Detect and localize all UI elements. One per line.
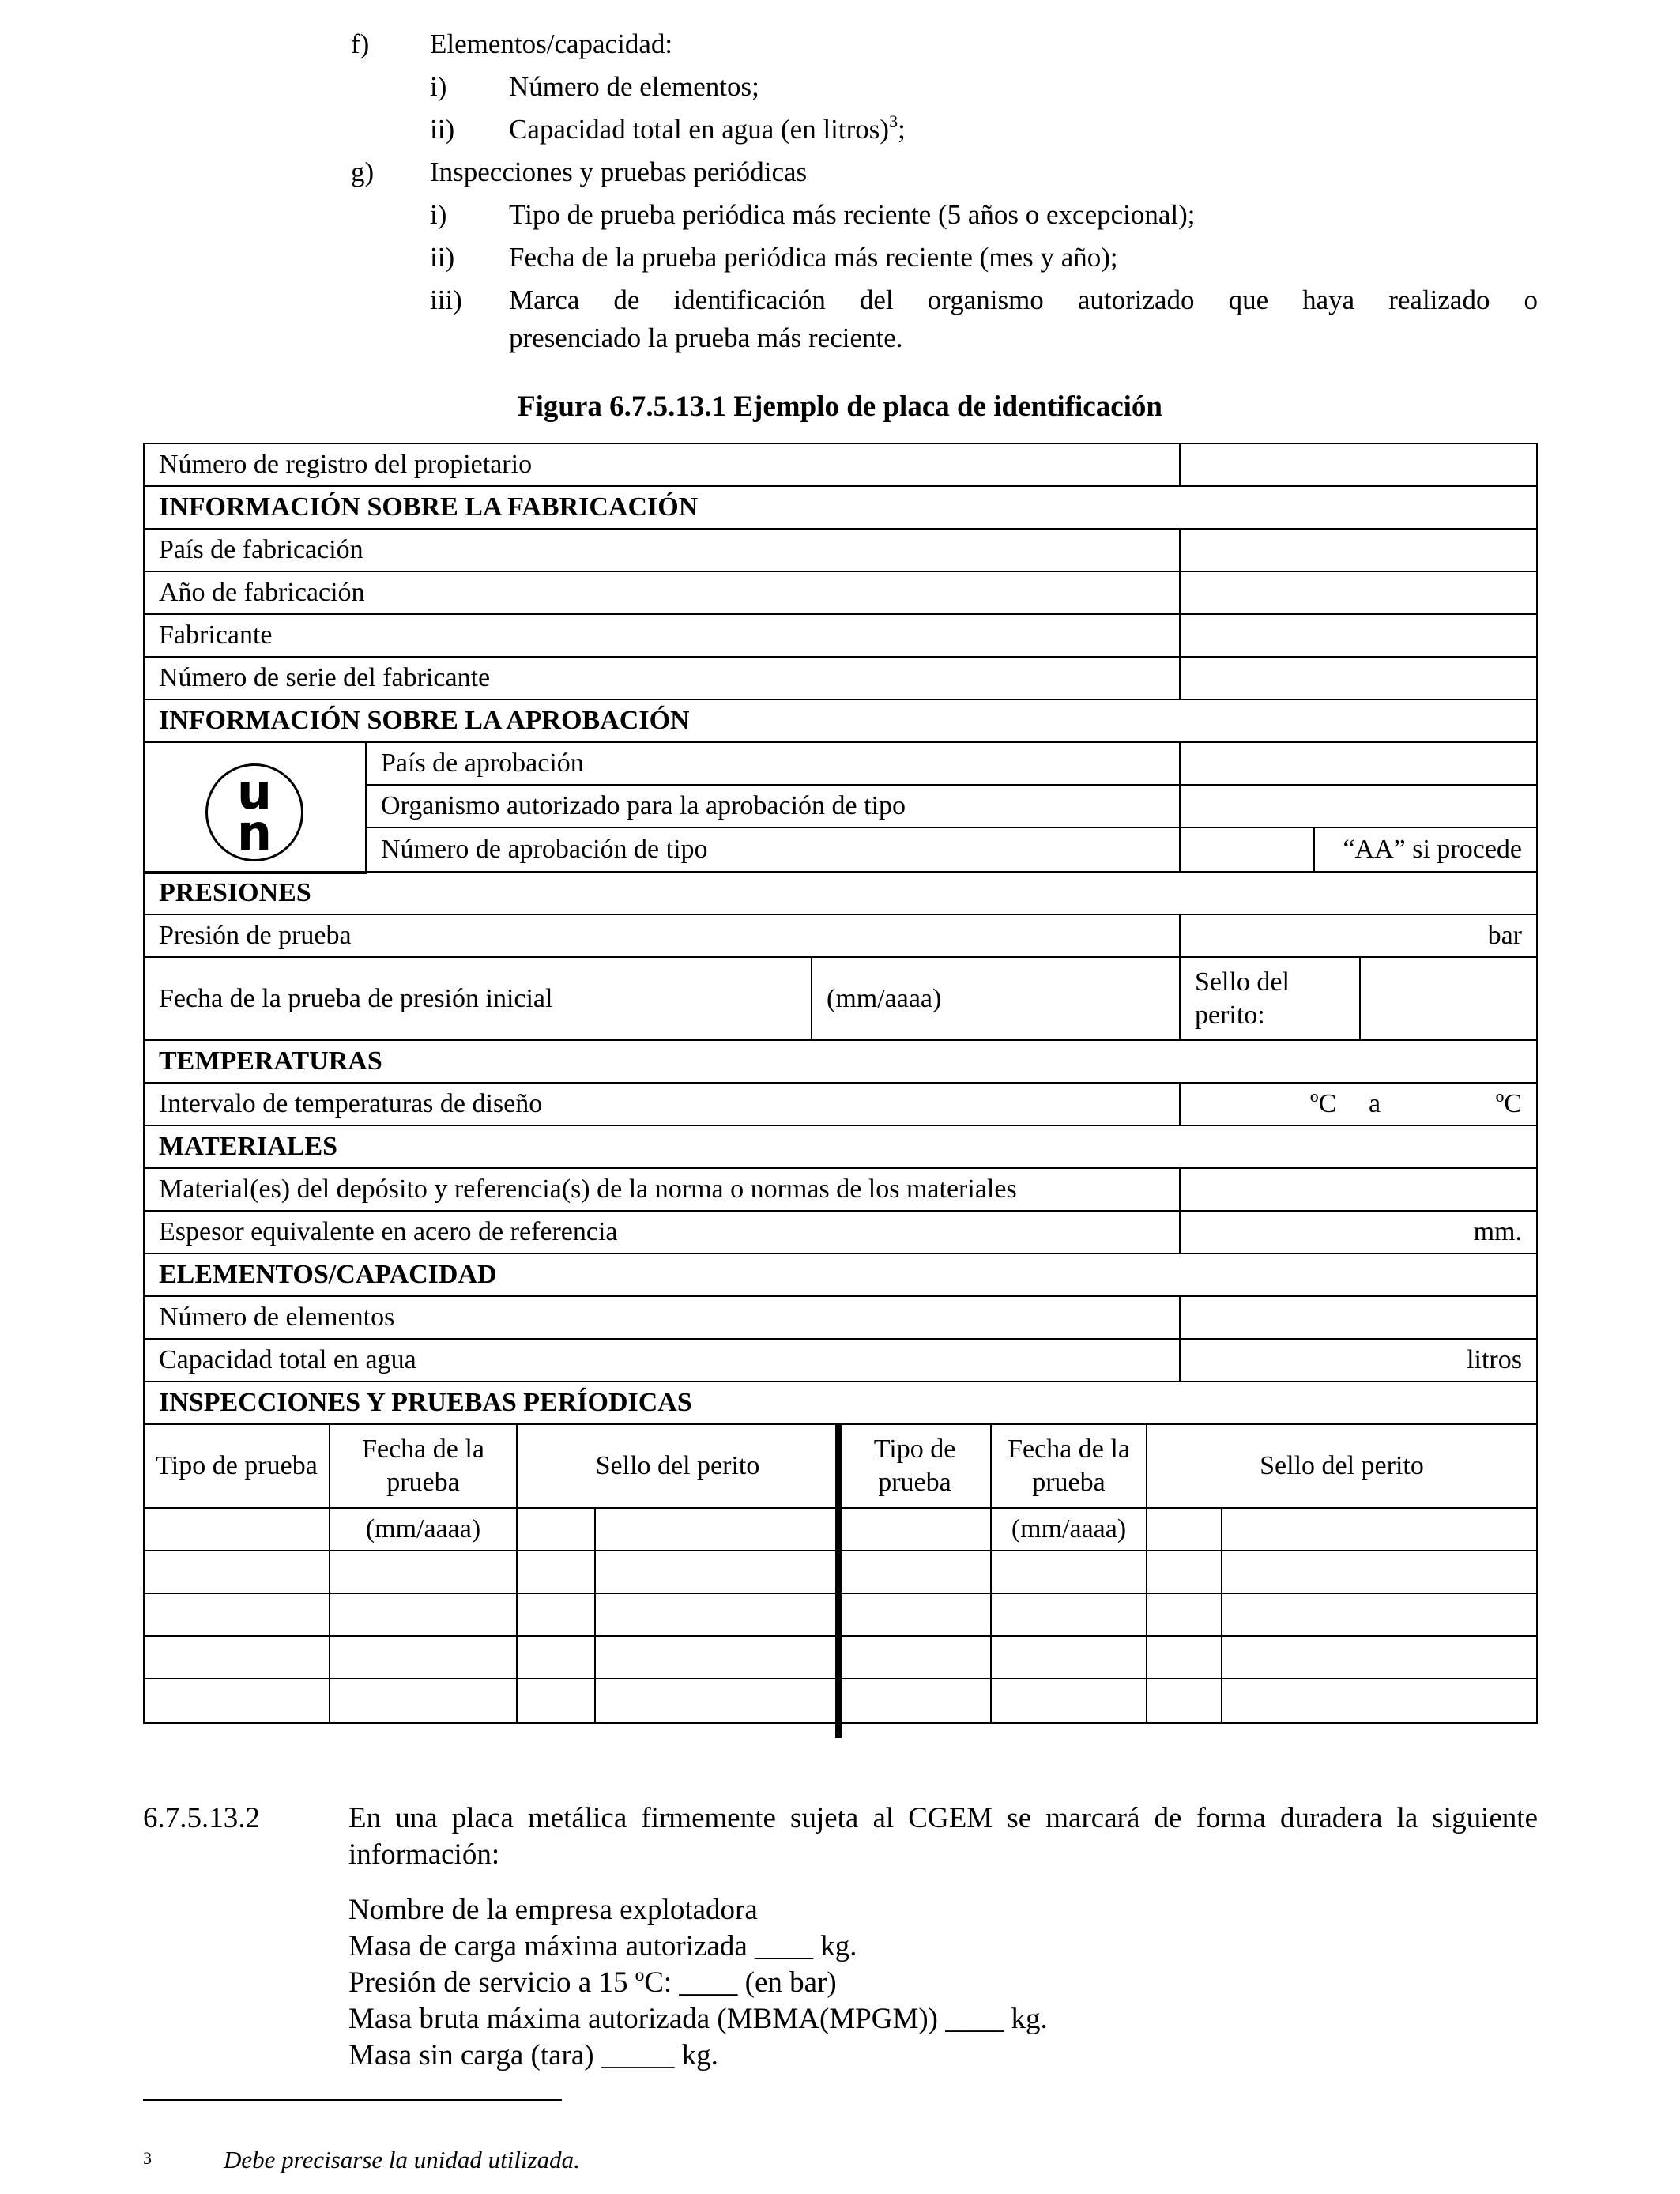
unit-celsius-2: ºC	[1495, 1089, 1522, 1118]
label-country-approval: País de aprobación	[381, 748, 584, 778]
inspection-cell[interactable]	[516, 1550, 596, 1594]
inspection-cell[interactable]	[594, 1507, 839, 1551]
footnote-divider	[143, 2099, 562, 2101]
label-manufacturer: Fabricante	[159, 620, 273, 650]
field-test-pressure[interactable]	[1179, 914, 1538, 958]
field-equiv-thickness[interactable]	[1179, 1210, 1538, 1254]
field-manufacturer[interactable]	[1179, 613, 1538, 658]
inspection-cell[interactable]	[143, 1507, 330, 1551]
inspection-cell[interactable]	[990, 1550, 1147, 1594]
inspection-cell[interactable]	[329, 1550, 518, 1594]
info-item-max-load: Masa de carga máxima autorizada ____ kg.	[348, 1930, 857, 1962]
date-format-left: (mm/aaaa)	[365, 1514, 481, 1544]
label-num-elements: Número de elementos	[159, 1302, 395, 1332]
inspection-cell[interactable]	[1146, 1507, 1222, 1551]
cell-approval-body	[365, 784, 1181, 828]
inspection-cell[interactable]	[516, 1507, 596, 1551]
inspection-cell[interactable]	[838, 1678, 992, 1724]
cell-approval-number	[365, 827, 1181, 873]
cell-owner-reg	[143, 443, 1181, 487]
heading-materials: MATERIALES	[159, 1132, 338, 1161]
list-label-f-i: i)	[430, 71, 447, 102]
inspection-cell[interactable]	[329, 1593, 518, 1637]
field-owner-reg[interactable]	[1179, 443, 1538, 487]
list-label-g: g)	[351, 156, 375, 187]
inspection-divider	[835, 1423, 842, 1738]
unit-bar: bar	[1487, 921, 1522, 950]
field-approval-body[interactable]	[1179, 784, 1538, 828]
field-initial-test-date[interactable]	[811, 956, 1181, 1041]
inspection-cell[interactable]	[838, 1550, 992, 1594]
paragraph-number: 6.7.5.13.2	[143, 1802, 260, 1834]
label-approval-body: Organismo autorizado para la aprobación de tipo	[381, 791, 906, 820]
label-initial-test-date: Fecha de la prueba de presión inicial	[159, 983, 553, 1013]
footnote-mark: 3	[143, 2148, 152, 2168]
cell-num-elements	[143, 1295, 1181, 1340]
list-label-g-ii: ii)	[430, 242, 455, 273]
heading-temperatures: TEMPERATURAS	[159, 1046, 382, 1076]
inspection-cell[interactable]	[990, 1635, 1147, 1679]
list-label-g-i: i)	[430, 199, 447, 230]
col-test-type-left: Tipo de prueba	[156, 1451, 318, 1480]
inspection-cell[interactable]	[838, 1593, 992, 1637]
heading-elements: ELEMENTOS/CAPACIDAD	[159, 1260, 497, 1289]
col-header-test-date-left	[329, 1423, 518, 1509]
un-logo-icon	[205, 763, 303, 861]
list-label-f-ii: ii)	[430, 114, 455, 145]
inspection-cell[interactable]	[143, 1635, 330, 1679]
date-hint-left	[329, 1507, 518, 1551]
un-logo-u: u	[236, 763, 273, 820]
cell-serial	[143, 656, 1181, 700]
aa-note: “AA” si procede	[1343, 835, 1522, 864]
label-water-capacity: Capacidad total en agua	[159, 1345, 416, 1374]
section-elements-header	[143, 1253, 1538, 1297]
col-test-date-right: Fecha de la prueba	[1008, 1434, 1130, 1497]
list-item-water-capacity-end: ;	[898, 114, 906, 145]
col-stamp-left: Sello del perito	[595, 1451, 760, 1480]
label-owner-reg: Número de registro del propietario	[159, 450, 533, 479]
cell-expert-stamp	[1179, 956, 1361, 1041]
list-label-f: f)	[351, 28, 370, 59]
field-serial[interactable]	[1179, 656, 1538, 700]
field-num-elements[interactable]	[1179, 1295, 1538, 1340]
inspection-cell[interactable]	[1146, 1550, 1222, 1594]
inspection-cell[interactable]	[329, 1635, 518, 1679]
col-stamp-right: Sello del perito	[1260, 1451, 1424, 1480]
label-country-fab: País de fabricación	[159, 535, 363, 564]
cell-water-capacity	[143, 1338, 1181, 1382]
section-pressures-header	[143, 871, 1538, 915]
section-inspections-header	[143, 1381, 1538, 1425]
cell-initial-test-date	[143, 956, 812, 1041]
footnote-text: Debe precisarse la unidad utilizada.	[224, 2146, 580, 2173]
inspection-cell[interactable]	[1221, 1593, 1538, 1637]
cell-country-approval	[365, 741, 1181, 786]
section-temperatures-header	[143, 1039, 1538, 1084]
section-materials-header	[143, 1125, 1538, 1169]
field-materials[interactable]	[1179, 1167, 1538, 1212]
label-serial: Número de serie del fabricante	[159, 663, 491, 692]
heading-fabrication: INFORMACIÓN SOBRE LA FABRICACIÓN	[159, 492, 699, 522]
inspection-cell[interactable]	[838, 1507, 992, 1551]
cell-equiv-thickness	[143, 1210, 1181, 1254]
section-approval-header	[143, 699, 1538, 743]
heading-approval: INFORMACIÓN SOBRE LA APROBACIÓN	[159, 706, 690, 735]
col-header-test-type-right	[838, 1423, 992, 1509]
inspection-cell[interactable]	[1221, 1678, 1538, 1724]
field-country-fab[interactable]	[1179, 528, 1538, 572]
date-hint-right	[990, 1507, 1147, 1551]
col-header-stamp-left	[516, 1423, 839, 1509]
cell-manufacturer	[143, 613, 1181, 658]
inspection-cell[interactable]	[143, 1550, 330, 1594]
temp-separator: a	[1369, 1089, 1381, 1118]
col-test-date-left: Fecha de la prueba	[362, 1434, 484, 1497]
inspection-cell[interactable]	[143, 1593, 330, 1637]
list-item-inspections: Inspecciones y pruebas periódicas	[430, 156, 808, 187]
label-year-fab: Año de fabricación	[159, 578, 365, 607]
list-item-mark-line2: presenciado la prueba más reciente.	[509, 322, 903, 353]
inspection-cell[interactable]	[1221, 1550, 1538, 1594]
list-label-g-iii: iii)	[430, 285, 462, 315]
cell-test-pressure	[143, 914, 1181, 958]
list-item-test-date: Fecha de la prueba periódica más reciente (mes y año);	[509, 242, 1118, 273]
label-expert-stamp: Sello del perito:	[1195, 967, 1290, 1030]
heading-pressures: PRESIONES	[159, 878, 311, 907]
label-materials: Material(es) del depósito y referencia(s) de la norma o normas de los materiales	[159, 1174, 1017, 1204]
inspection-cell[interactable]	[594, 1678, 839, 1724]
info-item-operator: Nombre de la empresa explotadora	[348, 1894, 758, 1926]
list-item-elements-capacity: Elementos/capacidad:	[430, 28, 673, 59]
inspection-cell[interactable]	[990, 1678, 1147, 1724]
date-format-right: (mm/aaaa)	[1011, 1514, 1127, 1544]
inspection-cell[interactable]	[990, 1593, 1147, 1637]
field-water-capacity[interactable]	[1179, 1338, 1538, 1382]
label-approval-number: Número de aprobación de tipo	[381, 835, 708, 864]
inspection-cell[interactable]	[1146, 1593, 1222, 1637]
field-country-approval[interactable]	[1179, 741, 1538, 786]
col-header-stamp-right	[1146, 1423, 1538, 1509]
cell-year-fab	[143, 571, 1181, 615]
list-item-water-capacity	[509, 112, 906, 147]
cell-materials	[143, 1167, 1181, 1212]
label-design-temp: Intervalo de temperaturas de diseño	[159, 1089, 543, 1118]
info-item-gross-mass: Masa bruta máxima autorizada (MBMA(MPGM)) ____ kg.	[348, 2003, 1048, 2035]
info-item-tare: Masa sin carga (tara) _____ kg.	[348, 2039, 718, 2071]
unit-mm: mm.	[1473, 1217, 1522, 1246]
cell-design-temp	[143, 1082, 1181, 1126]
inspection-cell[interactable]	[1146, 1635, 1222, 1679]
label-equiv-thickness: Espesor equivalente en acero de referencia	[159, 1217, 618, 1246]
inspection-cell[interactable]	[1221, 1635, 1538, 1679]
inspection-cell[interactable]	[1146, 1678, 1222, 1724]
paragraph-text-line2: información:	[348, 1838, 500, 1871]
inspection-cell[interactable]	[1221, 1507, 1538, 1551]
section-fabrication-header	[143, 485, 1538, 530]
inspection-cell[interactable]	[838, 1635, 992, 1679]
date-format-hint: (mm/aaaa)	[827, 983, 942, 1013]
unit-litres: litros	[1467, 1345, 1522, 1374]
footnote-ref-3[interactable]: 3	[889, 111, 898, 131]
field-year-fab[interactable]	[1179, 571, 1538, 615]
col-header-test-type-left	[143, 1423, 330, 1509]
list-item-mark-line1: Marca de identificación del organismo autorizado que haya realizado o	[509, 285, 1538, 315]
figure-caption: Figura 6.7.5.13.1 Ejemplo de placa de identificación	[517, 390, 1163, 423]
inspection-cell[interactable]	[516, 1635, 596, 1679]
col-header-test-date-right	[990, 1423, 1147, 1509]
inspection-cell[interactable]	[516, 1593, 596, 1637]
list-item-number-of-elements: Número de elementos;	[509, 71, 759, 102]
inspection-cell[interactable]	[143, 1678, 330, 1724]
field-expert-stamp[interactable]	[1359, 956, 1538, 1041]
info-item-service-pressure: Presión de servicio a 15 ºC: ____ (en bar)	[348, 1966, 837, 1999]
un-logo-n: n	[236, 804, 273, 861]
inspection-cell[interactable]	[594, 1550, 839, 1594]
inspection-cell[interactable]	[594, 1635, 839, 1679]
list-item-test-type: Tipo de prueba periódica más reciente (5 años o excepcional);	[509, 199, 1196, 230]
label-test-pressure: Presión de prueba	[159, 921, 352, 950]
col-test-type-right: Tipo de prueba	[873, 1434, 956, 1497]
list-item-water-capacity-text: Capacidad total en agua (en litros)	[509, 114, 890, 145]
cell-country-fab	[143, 528, 1181, 572]
field-design-temp[interactable]	[1179, 1082, 1538, 1126]
heading-inspections: INSPECCIONES Y PRUEBAS PERÍODICAS	[159, 1388, 692, 1417]
inspection-cell[interactable]	[329, 1678, 518, 1724]
unit-celsius-1: ºC	[1310, 1089, 1337, 1118]
inspection-cell[interactable]	[516, 1678, 596, 1724]
cell-aa-note	[1313, 827, 1538, 873]
field-approval-number[interactable]	[1179, 827, 1315, 873]
paragraph-text-line1: En una placa metálica firmemente sujeta al CGEM se marcará de forma duradera la siguiente	[348, 1802, 1538, 1834]
inspection-cell[interactable]	[594, 1593, 839, 1637]
